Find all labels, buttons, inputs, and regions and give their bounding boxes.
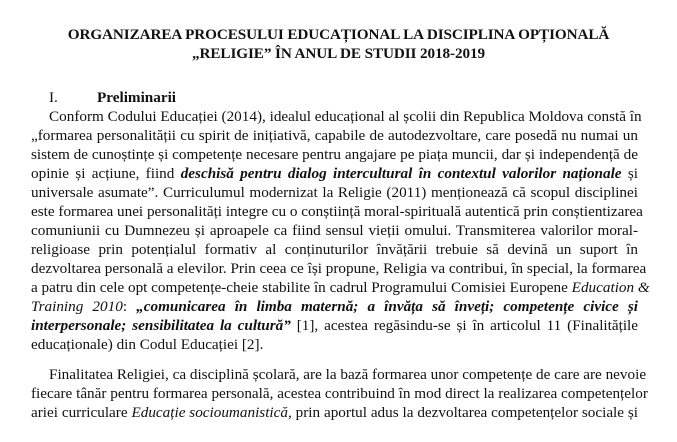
- paragraph-1-line: sistem de cunoștințe și competențe necesare pentru angajare pe piața muncii, dar și independență de: [31, 146, 638, 163]
- section-title: Preliminarii: [97, 89, 177, 106]
- paragraph-1-line: [31, 165, 638, 183]
- paragraph-1-line: dezvoltarea personală a elevilor. Prin ceea ce își propune, Religia va contribui, în special, la formarea: [31, 260, 647, 277]
- emphasis-text: deschisă pentru dialog intercultural în contextul valorilor naționale: [180, 165, 622, 182]
- paragraph-1-line: universale asumate”. Curriculumul modernizat la Religie (2011) menționează că scopul disciplinei: [31, 184, 638, 201]
- section-heading: [49, 89, 176, 107]
- paragraph-1-line: religioase prin potențialul formativ al conținuturilor învățării trebuie să devină un suport în: [31, 241, 638, 258]
- paragraph-1-line: este formarea unei personalități integre cu o conștiință moral-spirituală autentică prin conștientizarea: [31, 203, 643, 220]
- text-run: opinie și acțiune, fiind: [31, 165, 175, 182]
- paragraph-2-line: [31, 404, 638, 422]
- paragraph-2-line: fiecare tânăr pentru formarea personală, acestea contribuind în mod direct la realizarea competențelor: [31, 385, 648, 402]
- text-run: și: [627, 165, 639, 182]
- text-run: ariei curriculare: [31, 404, 128, 421]
- paragraph-1-line: [31, 317, 638, 335]
- paragraph-1-line: „formarea personalității cu spirit de inițiativă, capabile de autodezvoltare, care posedă nu numai un: [31, 127, 638, 144]
- italic-text: Training 2010: [31, 298, 123, 315]
- paragraph-1-line: Conform Codului Educației (2014), idealul educațional al școlii din Republica Moldova constă în: [49, 108, 642, 125]
- paragraph-1-line: [31, 279, 650, 297]
- section-number: I.: [49, 89, 58, 106]
- italic-text: Educație socioumanistică: [131, 404, 288, 421]
- text-run: a patru din cele opt competențe-cheie stabilite în cadrul Programului Comisiei Europene: [31, 279, 568, 296]
- emphasis-text: „comunicarea în limba maternă; a învăța să înveți; competențe civice și: [136, 298, 639, 315]
- paragraph-1-line: [31, 298, 638, 316]
- paragraph-2-line: Finalitatea Religiei, ca disciplină școlară, are la bază formarea unor competențe de care are nevoie: [49, 366, 647, 383]
- text-run: :: [122, 298, 128, 315]
- paragraph-1-line: comuniunii cu Dumnezeu și aproapele ca fiind sensul vieții omului. Transmiterea valorilor moral-: [31, 222, 638, 239]
- text-run: , prin aportul adus la dezvoltarea competențelor sociale și: [288, 404, 638, 421]
- text-run: [1], acestea regăsindu-se și în articolul 11 (Finalitățile: [296, 317, 639, 334]
- emphasis-text: interpersonale; sensibilitatea la cultură”: [31, 317, 291, 334]
- document-title-line-1: ORGANIZAREA PROCESULUI EDUCAȚIONAL LA DISCIPLINA OPȚIONALĂ: [67, 26, 610, 43]
- italic-text: Education &: [571, 279, 650, 296]
- document-title-line-2: „RELIGIE” ÎN ANUL DE STUDII 2018-2019: [192, 45, 485, 62]
- paragraph-1-line: educaționale) din Codul Educației [2].: [31, 336, 264, 353]
